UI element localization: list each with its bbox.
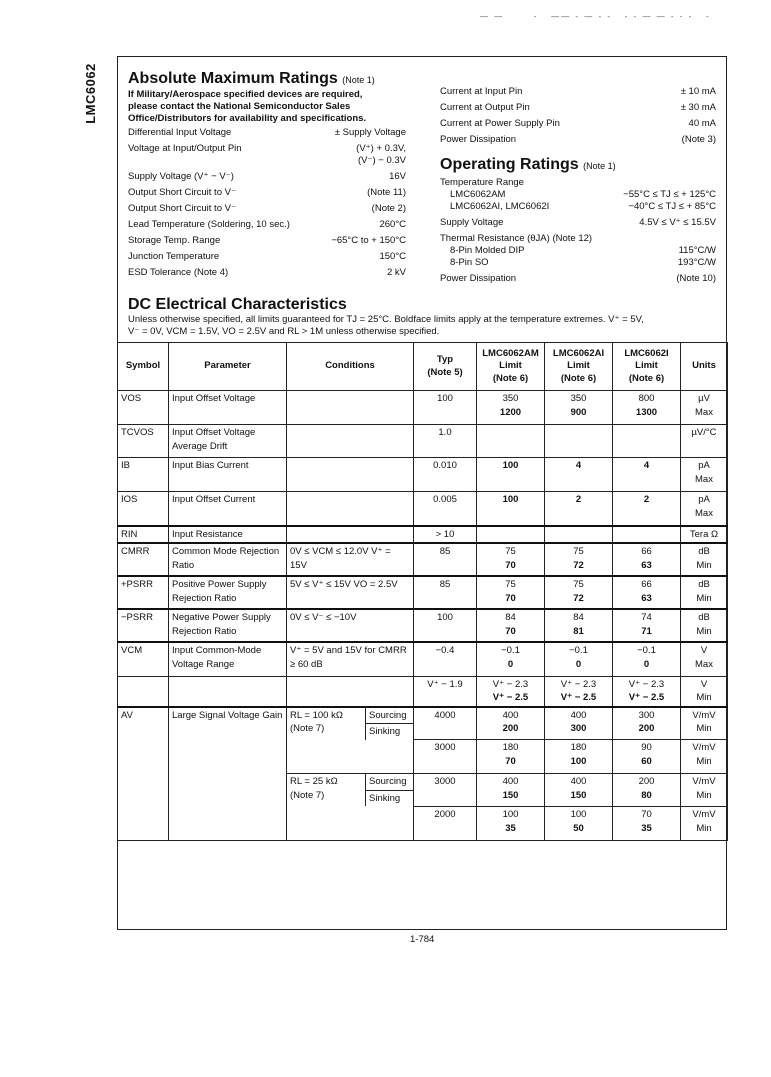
cell-symbol: VCM bbox=[118, 642, 169, 676]
cell-typ: 3000 bbox=[414, 740, 477, 774]
cell-conditions bbox=[287, 707, 414, 774]
abs-max-right-label: Power Dissipation bbox=[440, 134, 517, 145]
sourcing-label: Sourcing bbox=[366, 774, 413, 791]
cell-typ: V⁺ − 1.9 bbox=[414, 676, 477, 707]
cell-units: µV Max bbox=[681, 391, 728, 425]
abs-max-value: 2 kV bbox=[386, 267, 406, 278]
boldface-limit: 0 bbox=[575, 658, 582, 670]
boldface-limit: 100 bbox=[570, 755, 587, 767]
typ-limit: 74 bbox=[641, 612, 652, 623]
cell-conditions: 0V ≤ VCM ≤ 12.0V V⁺ = 15V bbox=[287, 543, 414, 576]
cell-ai bbox=[545, 458, 613, 492]
cell-am bbox=[477, 492, 545, 526]
typ-limit: 350 bbox=[570, 393, 587, 404]
abs-max-row bbox=[128, 155, 406, 171]
abs-max-right-value: 40 mA bbox=[688, 118, 716, 129]
cell-symbol bbox=[118, 676, 169, 707]
boldface-limit: V⁺ − 2.5 bbox=[492, 692, 529, 703]
cell-units: dB Min bbox=[681, 576, 728, 609]
abs-max-right-value: (Note 3) bbox=[681, 134, 716, 145]
typ-limit: 180 bbox=[502, 742, 519, 753]
boldface-limit: 100 bbox=[502, 494, 519, 505]
scan-artifacts: — — - —— - — - - - - — — - - - - bbox=[480, 12, 711, 21]
cell-am bbox=[477, 391, 545, 425]
table-row bbox=[118, 676, 728, 707]
boldface-limit: 900 bbox=[570, 406, 587, 418]
operating-label: 8-Pin Molded DIP bbox=[450, 245, 525, 256]
operating-label: LMC6062AI, LMC6062I bbox=[450, 201, 550, 212]
cell-i bbox=[613, 576, 681, 609]
typ-limit: 75 bbox=[573, 579, 584, 590]
typ-limit: 70 bbox=[641, 809, 652, 820]
cell-conditions bbox=[287, 492, 414, 526]
abs-max-value: (Note 2) bbox=[371, 203, 406, 214]
operating-value: (Note 10) bbox=[676, 273, 716, 284]
military-notice: If Military/Aerospace specified devices are required, please contact the National Semiconductor Sales Office/Distributors for availability and specifications. bbox=[128, 89, 367, 124]
cell-parameter: Large Signal Voltage Gain bbox=[169, 707, 287, 841]
typ-limit: 350 bbox=[502, 393, 519, 404]
operating-title: Operating Ratings (Note 1) bbox=[440, 156, 616, 173]
abs-max-right-value: ± 10 mA bbox=[680, 86, 716, 97]
abs-max-label: Differential Input Voltage bbox=[128, 127, 232, 138]
abs-max-right-label: Current at Power Supply Pin bbox=[440, 118, 560, 129]
abs-max-value: −65°C to + 150°C bbox=[331, 235, 406, 246]
abs-max-label: Supply Voltage (V⁺ − V⁻) bbox=[128, 171, 234, 182]
cell-i bbox=[613, 458, 681, 492]
table-row bbox=[118, 707, 728, 740]
cell-units: V/mV Min bbox=[681, 740, 728, 774]
boldface-limit: 1300 bbox=[635, 406, 658, 418]
cell-am bbox=[477, 425, 545, 458]
boldface-limit: 72 bbox=[573, 592, 584, 604]
cell-typ: 4000 bbox=[414, 707, 477, 740]
cell-conditions bbox=[287, 774, 414, 841]
typ-limit: 75 bbox=[505, 579, 516, 590]
typ-limit: 200 bbox=[638, 776, 655, 787]
cell-units: dB Min bbox=[681, 543, 728, 576]
operating-row bbox=[440, 201, 716, 217]
operating-value: 193°C/W bbox=[677, 257, 716, 268]
abs-max-right-row bbox=[440, 102, 716, 118]
col-conditions: Conditions bbox=[287, 343, 414, 391]
table-row bbox=[118, 642, 728, 676]
cell-conditions bbox=[287, 391, 414, 425]
abs-max-label: Lead Temperature (Soldering, 10 sec.) bbox=[128, 219, 290, 230]
cell-parameter: Input Offset Current bbox=[169, 492, 287, 526]
cell-symbol: TCVOS bbox=[118, 425, 169, 458]
boldface-limit: 35 bbox=[641, 822, 652, 834]
cell-am bbox=[477, 609, 545, 642]
typ-limit: 66 bbox=[641, 546, 652, 557]
cell-typ: 85 bbox=[414, 543, 477, 576]
boldface-limit: 2 bbox=[643, 494, 650, 505]
cell-am bbox=[477, 642, 545, 676]
cell-units: V Min bbox=[681, 676, 728, 707]
abs-max-row bbox=[128, 235, 406, 251]
typ-limit: −0.1 bbox=[637, 645, 656, 656]
sinking-label: Sinking bbox=[369, 792, 401, 804]
boldface-limit: V⁺ − 2.5 bbox=[560, 692, 597, 703]
cell-symbol: VOS bbox=[118, 391, 169, 425]
cell-units: pA Max bbox=[681, 492, 728, 526]
cell-conditions bbox=[287, 425, 414, 458]
cell-parameter: Input Offset Voltage Average Drift bbox=[169, 425, 287, 458]
page-number: 1-784 bbox=[410, 934, 435, 945]
boldface-limit: 70 bbox=[505, 592, 516, 604]
abs-max-value: (V⁻) − 0.3V bbox=[357, 155, 406, 166]
cell-parameter: Negative Power Supply Rejection Ratio bbox=[169, 609, 287, 642]
abs-max-value: ± Supply Voltage bbox=[334, 127, 406, 138]
cell-i bbox=[613, 543, 681, 576]
boldface-limit: 70 bbox=[505, 625, 516, 637]
operating-value: 4.5V ≤ V⁺ ≤ 15.5V bbox=[639, 217, 716, 228]
col-i: LMC6062I Limit (Note 6) bbox=[613, 343, 681, 391]
cell-symbol: RIN bbox=[118, 526, 169, 544]
cell-parameter: Input Common-Mode Voltage Range bbox=[169, 642, 287, 676]
cell-typ: 1.0 bbox=[414, 425, 477, 458]
cell-parameter: Input Bias Current bbox=[169, 458, 287, 492]
table-row bbox=[118, 425, 728, 458]
abs-max-right-row bbox=[440, 134, 716, 150]
cell-am bbox=[477, 458, 545, 492]
boldface-limit: 0 bbox=[643, 658, 650, 670]
operating-label: Supply Voltage bbox=[440, 217, 504, 228]
boldface-limit: 4 bbox=[643, 460, 650, 471]
boldface-limit: 80 bbox=[641, 789, 652, 801]
cell-conditions bbox=[287, 458, 414, 492]
col-typ: Typ (Note 5) bbox=[414, 343, 477, 391]
typ-limit: 66 bbox=[641, 579, 652, 590]
abs-max-label: Voltage at Input/Output Pin bbox=[128, 143, 242, 154]
typ-limit: 800 bbox=[638, 393, 655, 404]
table-row bbox=[118, 576, 728, 609]
cell-i bbox=[613, 642, 681, 676]
abs-max-row bbox=[128, 219, 406, 235]
cell-units: V/mV Min bbox=[681, 774, 728, 807]
boldface-limit: 100 bbox=[502, 460, 519, 471]
boldface-limit: 200 bbox=[638, 723, 655, 734]
sinking-label: Sinking bbox=[369, 726, 401, 737]
abs-max-row bbox=[128, 251, 406, 267]
table-row bbox=[118, 492, 728, 526]
boldface-limit: 2 bbox=[575, 494, 582, 505]
abs-max-label: Output Short Circuit to V⁻ bbox=[128, 203, 236, 214]
cell-units: pA Max bbox=[681, 458, 728, 492]
cell-ai bbox=[545, 740, 613, 774]
cell-conditions: V⁺ = 5V and 15V for CMRR ≥ 60 dB bbox=[287, 642, 414, 676]
abs-max-row bbox=[128, 127, 406, 143]
cell-typ: 100 bbox=[414, 609, 477, 642]
abs-max-label: Junction Temperature bbox=[128, 251, 220, 262]
abs-max-right-value: ± 30 mA bbox=[680, 102, 716, 113]
table-row bbox=[118, 391, 728, 425]
typ-limit: V⁺ − 2.3 bbox=[628, 678, 665, 690]
cell-ai bbox=[545, 492, 613, 526]
boldface-limit: 150 bbox=[570, 789, 587, 801]
cell-ai bbox=[545, 676, 613, 707]
boldface-limit: 63 bbox=[641, 592, 652, 604]
cell-i bbox=[613, 774, 681, 807]
cell-parameter: Common Mode Rejection Ratio bbox=[169, 543, 287, 576]
cell-symbol: IB bbox=[118, 458, 169, 492]
cell-typ: 0.005 bbox=[414, 492, 477, 526]
abs-max-label: ESD Tolerance (Note 4) bbox=[128, 267, 229, 278]
abs-max-right-row bbox=[440, 86, 716, 102]
table-row bbox=[118, 609, 728, 642]
boldface-limit: 0 bbox=[507, 658, 514, 670]
operating-value: 115°C/W bbox=[678, 245, 716, 256]
cell-parameter: Input Resistance bbox=[169, 526, 287, 544]
operating-row bbox=[440, 257, 716, 273]
boldface-limit: 70 bbox=[505, 559, 516, 571]
typ-limit: 100 bbox=[502, 809, 519, 820]
cell-symbol: CMRR bbox=[118, 543, 169, 576]
typ-limit: 400 bbox=[570, 776, 587, 787]
operating-row bbox=[440, 273, 716, 289]
col-parameter: Parameter bbox=[169, 343, 287, 391]
abs-max-value: 260°C bbox=[379, 219, 406, 230]
cell-typ: 0.010 bbox=[414, 458, 477, 492]
cell-units: Tera Ω bbox=[681, 526, 728, 544]
abs-max-row bbox=[128, 171, 406, 187]
boldface-limit: V⁺ − 2.5 bbox=[628, 692, 665, 703]
cell-typ: 2000 bbox=[414, 807, 477, 841]
cell-i bbox=[613, 676, 681, 707]
cell-ai bbox=[545, 526, 613, 544]
typ-limit: 75 bbox=[505, 546, 516, 557]
cell-conditions bbox=[287, 526, 414, 544]
typ-limit: −0.1 bbox=[501, 645, 520, 656]
cell-ai bbox=[545, 543, 613, 576]
boldface-limit: 4 bbox=[575, 460, 582, 471]
cell-i bbox=[613, 391, 681, 425]
boldface-limit: 71 bbox=[641, 625, 652, 637]
boldface-limit: 72 bbox=[573, 559, 584, 571]
boldface-limit: 70 bbox=[505, 755, 516, 767]
abs-max-row bbox=[128, 267, 406, 283]
operating-label: Temperature Range bbox=[440, 177, 524, 188]
cell-typ: 100 bbox=[414, 391, 477, 425]
cell-typ: > 10 bbox=[414, 526, 477, 544]
abs-max-value: (Note 11) bbox=[367, 187, 406, 198]
boldface-limit: 200 bbox=[502, 723, 519, 734]
cell-ai bbox=[545, 609, 613, 642]
table-row bbox=[118, 458, 728, 492]
cell-ai bbox=[545, 707, 613, 740]
cell-symbol: AV bbox=[118, 707, 169, 841]
cell-ai bbox=[545, 642, 613, 676]
cell-am bbox=[477, 740, 545, 774]
cell-typ: −0.4 bbox=[414, 642, 477, 676]
cell-units: V Max bbox=[681, 642, 728, 676]
boldface-limit: 150 bbox=[502, 789, 519, 801]
cell-am bbox=[477, 526, 545, 544]
table-row bbox=[118, 526, 728, 544]
cell-i bbox=[613, 492, 681, 526]
operating-value: −40°C ≤ TJ ≤ + 85°C bbox=[628, 201, 716, 212]
typ-limit: 90 bbox=[641, 742, 652, 753]
typ-limit: 400 bbox=[502, 776, 519, 787]
cell-symbol: −PSRR bbox=[118, 609, 169, 642]
cell-i bbox=[613, 707, 681, 740]
operating-label: Thermal Resistance (θJA) (Note 12) bbox=[440, 233, 593, 244]
cell-ai bbox=[545, 576, 613, 609]
cell-conditions bbox=[287, 676, 414, 707]
boldface-limit: 63 bbox=[641, 559, 652, 571]
abs-max-value: 150°C bbox=[379, 251, 406, 262]
col-am: LMC6062AM Limit (Note 6) bbox=[477, 343, 545, 391]
dc-intro-1: Unless otherwise specified, all limits guaranteed for TJ = 25°C. Boldface limits apply at the temperature extremes. V⁺ = 5V, bbox=[128, 314, 644, 325]
boldface-limit: 50 bbox=[573, 822, 584, 834]
cell-am bbox=[477, 543, 545, 576]
col-ai: LMC6062AI Limit (Note 6) bbox=[545, 343, 613, 391]
abs-max-row bbox=[128, 187, 406, 203]
abs-max-row bbox=[128, 203, 406, 219]
cell-conditions: 0V ≤ V⁻ ≤ −10V bbox=[287, 609, 414, 642]
abs-max-value: (V⁺) + 0.3V, bbox=[356, 143, 406, 154]
abs-max-title: Absolute Maximum Ratings (Note 1) bbox=[128, 70, 375, 87]
table-row bbox=[118, 543, 728, 576]
typ-limit: V⁺ − 2.3 bbox=[560, 678, 597, 690]
dc-title: DC Electrical Characteristics bbox=[128, 296, 347, 313]
cell-i bbox=[613, 740, 681, 774]
operating-label: Power Dissipation bbox=[440, 273, 517, 284]
cell-ai bbox=[545, 774, 613, 807]
cell-parameter bbox=[169, 676, 287, 707]
typ-limit: 75 bbox=[573, 546, 584, 557]
cell-i bbox=[613, 807, 681, 841]
col-symbol: Symbol bbox=[118, 343, 169, 391]
cell-symbol: +PSRR bbox=[118, 576, 169, 609]
cell-typ: 3000 bbox=[414, 774, 477, 807]
cell-parameter: Positive Power Supply Rejection Ratio bbox=[169, 576, 287, 609]
cell-typ: 85 bbox=[414, 576, 477, 609]
typ-limit: 300 bbox=[638, 709, 655, 721]
typ-limit: 400 bbox=[570, 709, 587, 721]
cell-am bbox=[477, 576, 545, 609]
boldface-limit: 1200 bbox=[499, 406, 522, 418]
cell-ai bbox=[545, 807, 613, 841]
cell-i bbox=[613, 609, 681, 642]
operating-label: 8-Pin SO bbox=[450, 257, 489, 268]
cell-conditions: 5V ≤ V⁺ ≤ 15V VO = 2.5V bbox=[287, 576, 414, 609]
boldface-limit: 60 bbox=[641, 755, 652, 767]
cell-units: V/mV Min bbox=[681, 807, 728, 841]
cell-am bbox=[477, 774, 545, 807]
cell-i bbox=[613, 425, 681, 458]
cell-units: µV/°C bbox=[681, 425, 728, 458]
sourcing-label: Sourcing bbox=[366, 708, 413, 725]
cell-am bbox=[477, 707, 545, 740]
dc-table bbox=[117, 342, 728, 841]
dc-intro-2: V⁻ = 0V, VCM = 1.5V, VO = 2.5V and RL > 1M unless otherwise specified. bbox=[128, 326, 440, 337]
load-condition: RL = 100 kΩ (Note 7) bbox=[287, 708, 366, 740]
cell-am bbox=[477, 676, 545, 707]
load-condition: RL = 25 kΩ (Note 7) bbox=[287, 774, 366, 806]
typ-limit: 180 bbox=[570, 742, 587, 753]
abs-max-right-row bbox=[440, 118, 716, 134]
abs-max-right-label: Current at Input Pin bbox=[440, 86, 523, 97]
cell-parameter: Input Offset Voltage bbox=[169, 391, 287, 425]
typ-limit: 100 bbox=[570, 809, 587, 820]
cell-ai bbox=[545, 391, 613, 425]
cell-am bbox=[477, 807, 545, 841]
operating-label: LMC6062AM bbox=[450, 189, 506, 200]
abs-max-right-label: Current at Output Pin bbox=[440, 102, 530, 113]
cell-units: dB Min bbox=[681, 609, 728, 642]
cell-units: V/mV Min bbox=[681, 707, 728, 740]
cell-i bbox=[613, 526, 681, 544]
typ-limit: V⁺ − 2.3 bbox=[492, 678, 529, 690]
abs-max-label: Storage Temp. Range bbox=[128, 235, 221, 246]
typ-limit: 84 bbox=[573, 612, 584, 623]
typ-limit: 84 bbox=[505, 612, 516, 623]
operating-value: −55°C ≤ TJ ≤ + 125°C bbox=[623, 189, 716, 200]
col-units: Units bbox=[681, 343, 728, 391]
typ-limit: −0.1 bbox=[569, 645, 588, 656]
cell-ai bbox=[545, 425, 613, 458]
boldface-limit: 81 bbox=[573, 625, 584, 637]
abs-max-value: 16V bbox=[389, 171, 406, 182]
typ-limit: 400 bbox=[502, 709, 519, 721]
boldface-limit: 300 bbox=[570, 723, 587, 734]
cell-symbol: IOS bbox=[118, 492, 169, 526]
side-title: LMC6062 bbox=[82, 63, 98, 124]
boldface-limit: 35 bbox=[505, 822, 516, 834]
operating-row bbox=[440, 217, 716, 233]
abs-max-label: Output Short Circuit to V⁻ bbox=[128, 187, 236, 198]
